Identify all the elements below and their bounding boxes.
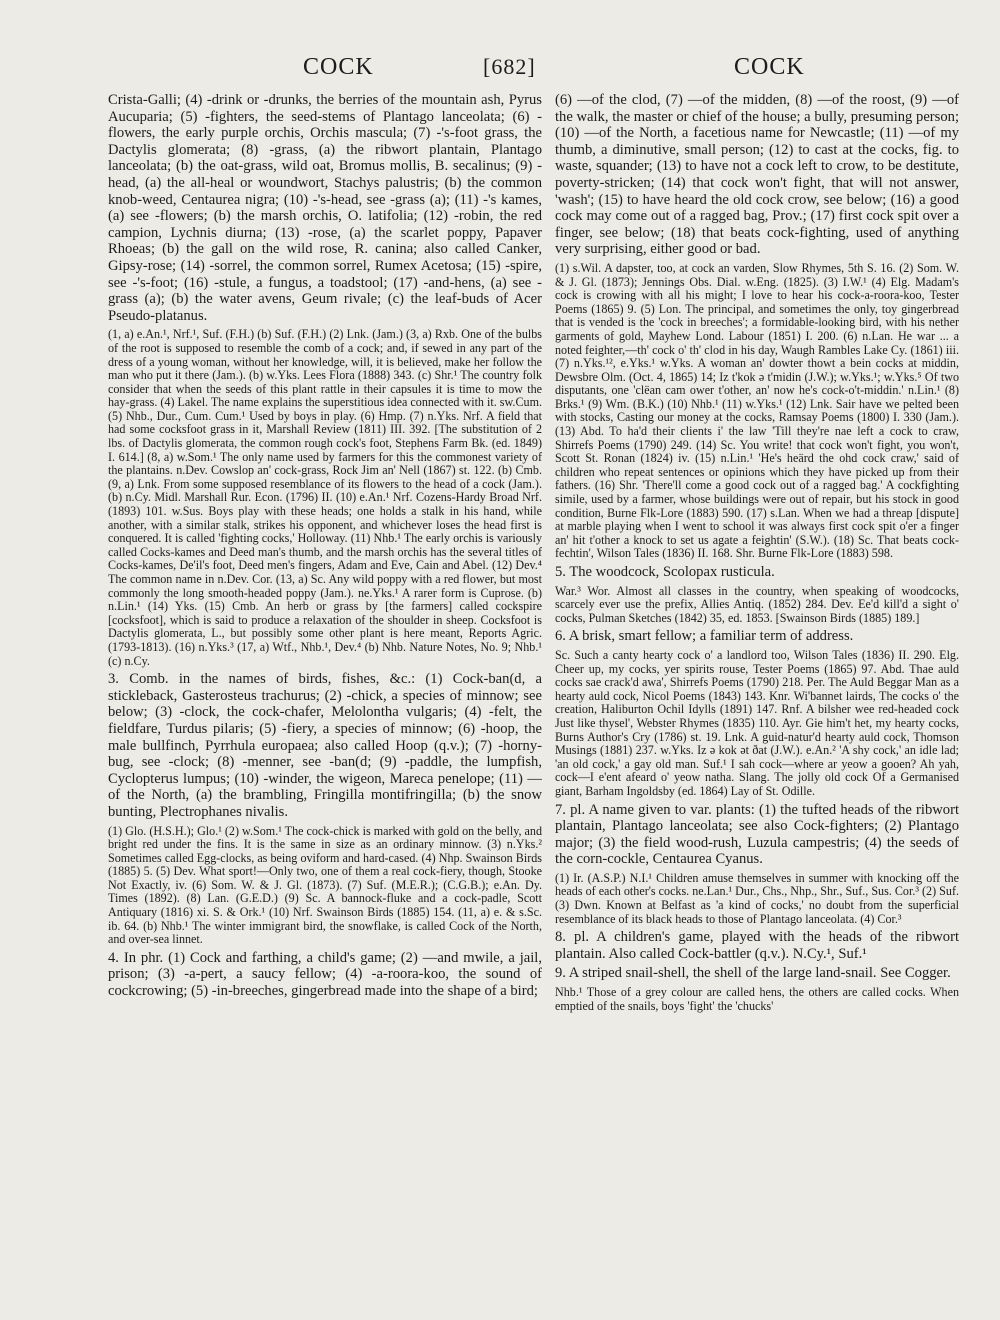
citation-paragraph: Sc. Such a canty hearty cock o' a landlord too, Wilson Tales (1836) II. 290. Elg. Cheer up, my cocks, yer spirits rouse, Tester Poems (1865) 97. Abd. Thae auld cocks sae crack'd awa', Shirrefs Poems (1790) 218. Per. The Auld Beggar Man as a hearty auld cock, Nicol Poems (1843) 143. Knr. Wi'bannet lairds, The cocks o' the creation, Haliburton Ochil Idylls (1891) 147. Rnf. A bilsher wee red-headed cock Just like thysel', Webster Rhymes (1835) 110. Ayr. Gie him't het, my hearty cocks, Burns Author's Cry (1786) st. 19. Lnk. A guid-natur'd hearty auld cock, Thomson Musings (1881) 237. w.Yks. Iz ə kok ət ðat (J.W.). e.An.² 'A shy cock,' an idle lad; 'an old cock,' a gay old man. Suf.¹ I sah cock—where ar yeow a gooen? Ah yah, cock—I e'ent afeard o' yeow natha. Slang. The jolly old cock Of a Germanised giant, Barham Ingoldsby (ed. 1864) Lay of St. Odille. [555,647,959,798]
entry-paragraph: Crista-Galli; (4) -drink or -drunks, the berries of the mountain ash, Pyrus Aucuparia; (5) -fighters, the seed-stems of Plantago lanceolata; (6) -flowers, the early purple orchis, Orchis mascula; (7) -'s-foot grass, the Dactylis glomerata; (8) -grass, (a) the ribwort plantain, Plantago lanceolata; (b) the oat-grass, wild oat, Bromus mollis, B. secalinus; (9) -head, (a) the all-heal or woundwort, Stachys palustris; (b) the common knob-weed, Centaurea nigra; (10) -'s-head, see -grass (a); (11) -'s kames, (a) see -flowers; (b) the marsh orchis, O. latifolia; (12) -robin, the red campion, Lychnis diurna; (13) -rose, (a) the scarlet poppy, Papaver Rhoeas; (b) the gall on the wild rose, R. canina; also called Canker, Gipsy-rose; (14) -sorrel, the common sorrel, Rumex Acetosa; (15) -spire, see -'s-foot; (16) -stule, a fungus, a toadstool; (17) -and-hens, (a) see -grass (a); (b) the water avens, Geum rivale; (c) the leaf-buds of Acer Pseudo-platanus. [108,92,542,324]
sense-9-paragraph: 9. A striped snail-shell, the shell of the large land-snail. See Cogger. [555,965,951,982]
citation-paragraph: (1) Ir. (A.S.P.) N.I.¹ Children amuse themselves in summer with knocking off the heads of each other's cocks. ne.Lan.¹ Dur., Chs., Nhp., Shr., Suf., Sus. Cor.³ (2) Suf. (3) Dwn. Known at Belfast as 'a kind of cocks,' no doubt from the superficial resemblance of its black heads to those of Plantago lanceolata. (4) Cor.³ [555,870,959,926]
sense-7-paragraph: 7. pl. A name given to var. plants: (1) the tufted heads of the ribwort plantain, Plantago lanceolata; see also Cock-fighters; (2) Plantago major; (3) the field wood-rush, Luzula campestris; (4) the seeds of the corn-cockle, Centaurea Cyanus. [555,801,959,868]
running-headword-right: COCK [734,54,805,80]
page-number: [682] [483,54,536,79]
running-headword-left: COCK [303,54,374,80]
entry-paragraph: (6) —of the clod, (7) —of the midden, (8) —of the roost, (9) —of the walk, the master or chief of the house; a bully, presuming person; (10) —of the North, a facetious name for Newcastle; (11) —of my thumb, a diminutive, small person; (12) to cast at the cocks, fig. to waste, squander; (13) to have not a cock left to crow, to be destitute, poverty-stricken; (14) that cock won't fight, that will not answer, 'wash'; (15) to have heard the old cock crow, see below; (16) a good cock may come out of a ragged bag, Prov.; (17) first cock spit over a finger, see below; (18) that beats cock-fighting, used of anything very surprising, either good or bad. [555,92,959,258]
sense-8-paragraph: 8. pl. A children's game, played with the heads of the ribwort plantain. Also called Cock-battler (q.v.). N.Cy.¹, Suf.¹ [555,929,959,962]
citation-paragraph: Nhb.¹ Those of a grey colour are called hens, the others are called cocks. When emptied of the snails, boys 'fight' the 'chucks' [555,985,959,1013]
citation-paragraph: (1) s.Wil. A dapster, too, at cock an varden, Slow Rhymes, 5th S. 16. (2) Som. W. & J. Gl. (1873); Jennings Obs. Dial. w.Eng. (1825). (3) I.W.¹ (4) Elg. Madam's cock is crowing with all his might; I love to hear his cock-a-roora-koo, Tester Poems (1865) 9. (5) Lon. The principal, and sometimes the only, toy gingerbread that is vended is the 'cock in breeches'; a formidable-looking bird, with his nether garments of gold, Mayhew Lond. Labour (1851) I. 200. (6) n.Lan. He war ... a noted feighter,—th' cock o' th' clod in his day, Waugh Rambles Lake Cy. (1861) iii. (7) n.Yks.¹², e.Yks.¹ w.Yks. A woman an' dowter thowt a bein cocks at middin, Dewsbre Olm. (Oct. 4, 1865) 14; Iz t'kok ə t'midin (J.W.); w.Yks.¹; w.Yks.⁵ Of two disputants, one 'clëan cam ower t'other, an' now he's cock-o't-middin.' n.Lin.¹ (8) Brks.¹ (9) Wm. (B.K.) (10) Nhb.¹ (11) w.Yks.¹ (12) Lnk. Sair have we pelted been with stocks, Casting our money at the cocks, Ramsay Poems (1800) I. 330 (Jam.). (13) Abd. To ha'd their clients i' the law 'Till they're nae left a cock to craw, Shirrefs Poems (1790) 249. (14) Sc. You write! that cock won't fight, you won't, Scott St. Ronan (1824) iv. (15) n.Lin.¹ 'He's heärd the ohd cock craw,' said of children who repeat sentences or opinions which they have picked up from their fathers. (16) Shr. 'There'll come a good cock out of a ragged bag.' A cockfighting simile, used by a farmer, whose buildings were out of repair, but his stock in good condition, Burne Flk-Lore (1883) 590. (17) s.Lan. When we had a threap [dispute] at marble playing when I went to school it was always first cock spit o'er a finger an' hit t'other a knock to set us agate a feightin' (S.W.). (18) Sc. That beats cock-fechtin', Wilson Tales (1836) II. 168. Shr. Burne Flk-Lore (1883) 598. [555,260,959,561]
citation-paragraph: (1, a) e.An.¹, Nrf.¹, Suf. (F.H.) (b) Suf. (F.H.) (2) Lnk. (Jam.) (3, a) Rxb. One of the bulbs of the root is supposed to resemble the comb of a cock; and, if sewed in any part of the dress of a young woman, without her knowledge, will, it is believed, make her follow the man who put it there (Jam.). (b) w.Yks. Lees Flora (1888) 343. (c) Shr.¹ The country folk consider that when the seeds of this plant rattle in their capsules it is time to mow the hay-grass. (4) Lakel. The name explains the superstitious idea connected with it. sw.Cum. (5) Nhb., Dur., Cum. Cum.¹ Used by boys in play. (6) Hmp. (7) n.Yks. Nrf. A field that had some cocksfoot grass in it, Marshall Review (1811) III. 392. [The substitution of 2 lbs. of Dactylis glomerata, the common rough cock's foot, Stephens Farm Bk. (ed. 1849) I. 614.] (8, a) w.Som.¹ The only name used by farmers for this the commonest variety of the plantains. n.Dev. Cowslop an' cock-grass, Rock Jim an' Nell (1867) st. 122. (b) Cmb. (9, a) Lnk. From some supposed resemblance of its flowers to the head of a cock (Jam.). (b) n.Cy. Midl. Marshall Rur. Econ. (1796) II. (10) e.An.¹ Nrf. Cozens-Hardy Broad Nrf. (1893) 101. w.Sus. Boys play with these heads; one holds a stalk in his hand, while another, with a similar stalk, strikes his opponent, and whichever loses the head first is conquered. It is called 'fighting cocks,' Holloway. (11) Nhb.¹ The early orchis is variously called Cocks-kames and Deed man's thumb, and the marsh orchis has the several titles of Cocks-kames, De'il's foot, Deed men's fingers, Adam and Eve, Cain and Abel. (12) Dev.⁴ The common name in n.Dev. Cor. (13, a) Sc. Any wild poppy with a red flower, but most commonly the long smooth-headed poppy (Jam.). ne.Yks.¹ A rarer form is Cuprose. (b) n.Lin.¹ (14) Yks. (15) Cmb. An herb or grass by [the farmers] called cockspire [cocksfoot], which is said to produce a relaxation of the shoulder in sheep. Cocksfoot is Dactylis glomerata, L., but possibly some other plant is here meant, Reports Agric. (1793-1813). (16) n.Yks.³ (17, a) Wtf., Nhb.¹, Dev.⁴ (b) Nhb. Nature Notes, No. 9; Nhb.¹ (c) n.Cy. [108,327,542,668]
citation-paragraph: (1) Glo. (H.S.H.); Glo.¹ (2) w.Som.¹ The cock-chick is marked with gold on the belly, and bright red under the fins. It is the same in size as an ordinary minnow. (3) n.Yks.² Sometimes called Egg-clocks, as being oviform and hard-cased. (4) Nhp. Swainson Birds (1885) 5. (5) Dev. What sport!—Only two, one of them a real cock-fiery, though, Stooke Not Exactly, iv. (6) Som. W. & J. Gl. (1873). (7) Suf. (M.E.R.); (C.G.B.); e.An. Dy. Times (1892). (8) Lan. (G.E.D.) (9) Sc. A bannock-fluke and a cock-padle, Scott Antiquary (1816) xi. S. & Ork.¹ (10) Nrf. Swainson Birds (1885) 154. (11, a) e. & s.Sc. ib. 64. (b) Nhb.¹ The winter immigrant bird, the snowflake, is called Cock of the North, and over-sea linnet. [108,823,542,947]
sense-6-paragraph: 6. A brisk, smart fellow; a familiar term of address. [555,628,854,645]
sense-4-paragraph: 4. In phr. (1) Cock and farthing, a child's game; (2) —and mwile, a jail, prison; (3) -a-pert, a saucy fellow; (4) -a-roora-koo, the sound of cockcrowing; (5) -in-breeches, gingerbread made into the shape of a bird; [108,949,542,1000]
sense-5-paragraph: 5. The woodcock, Scolopax rusticula. [555,564,775,580]
right-column [555,92,959,1242]
left-column [108,92,542,1242]
sense-3-paragraph: 3. Comb. in the names of birds, fishes, &c.: (1) Cock-ban(d, a stickleback, Gasterosteus trachurus; (2) -chick, a species of minnow; see below; (3) -clock, the cock-chafer, Melolontha vulgaris; (4) -felt, the fieldfare, Turdus pilaris; (5) -fiery, a species of minnow; (6) -hoop, the male bullfinch, Pyrrhula europaea; also called Hoop (q.v.); (7) -horny-bug, see -clock; (8) -menner, see -ban(d; (9) -paddle, the lumpfish, Cyclopterus lumpus; (10) -winder, the wigeon, Mareca penelope; (11) —of the North, (a) the brambling, Fringilla montifringilla; (b) the snow bunting, Plectrophanes nivalis. [108,671,542,820]
page-header [108,50,908,90]
citation-paragraph: War.³ Wor. Almost all classes in the country, when speaking of woodcocks, scarcely ever use the prefix, Allies Antiq. (1852) 284. Dev. Ee'd kill'd a sight o' cocks, Pulman Sketches (1842) 35, ed. 1853. [Swainson Birds (1885) 189.] [555,583,959,625]
